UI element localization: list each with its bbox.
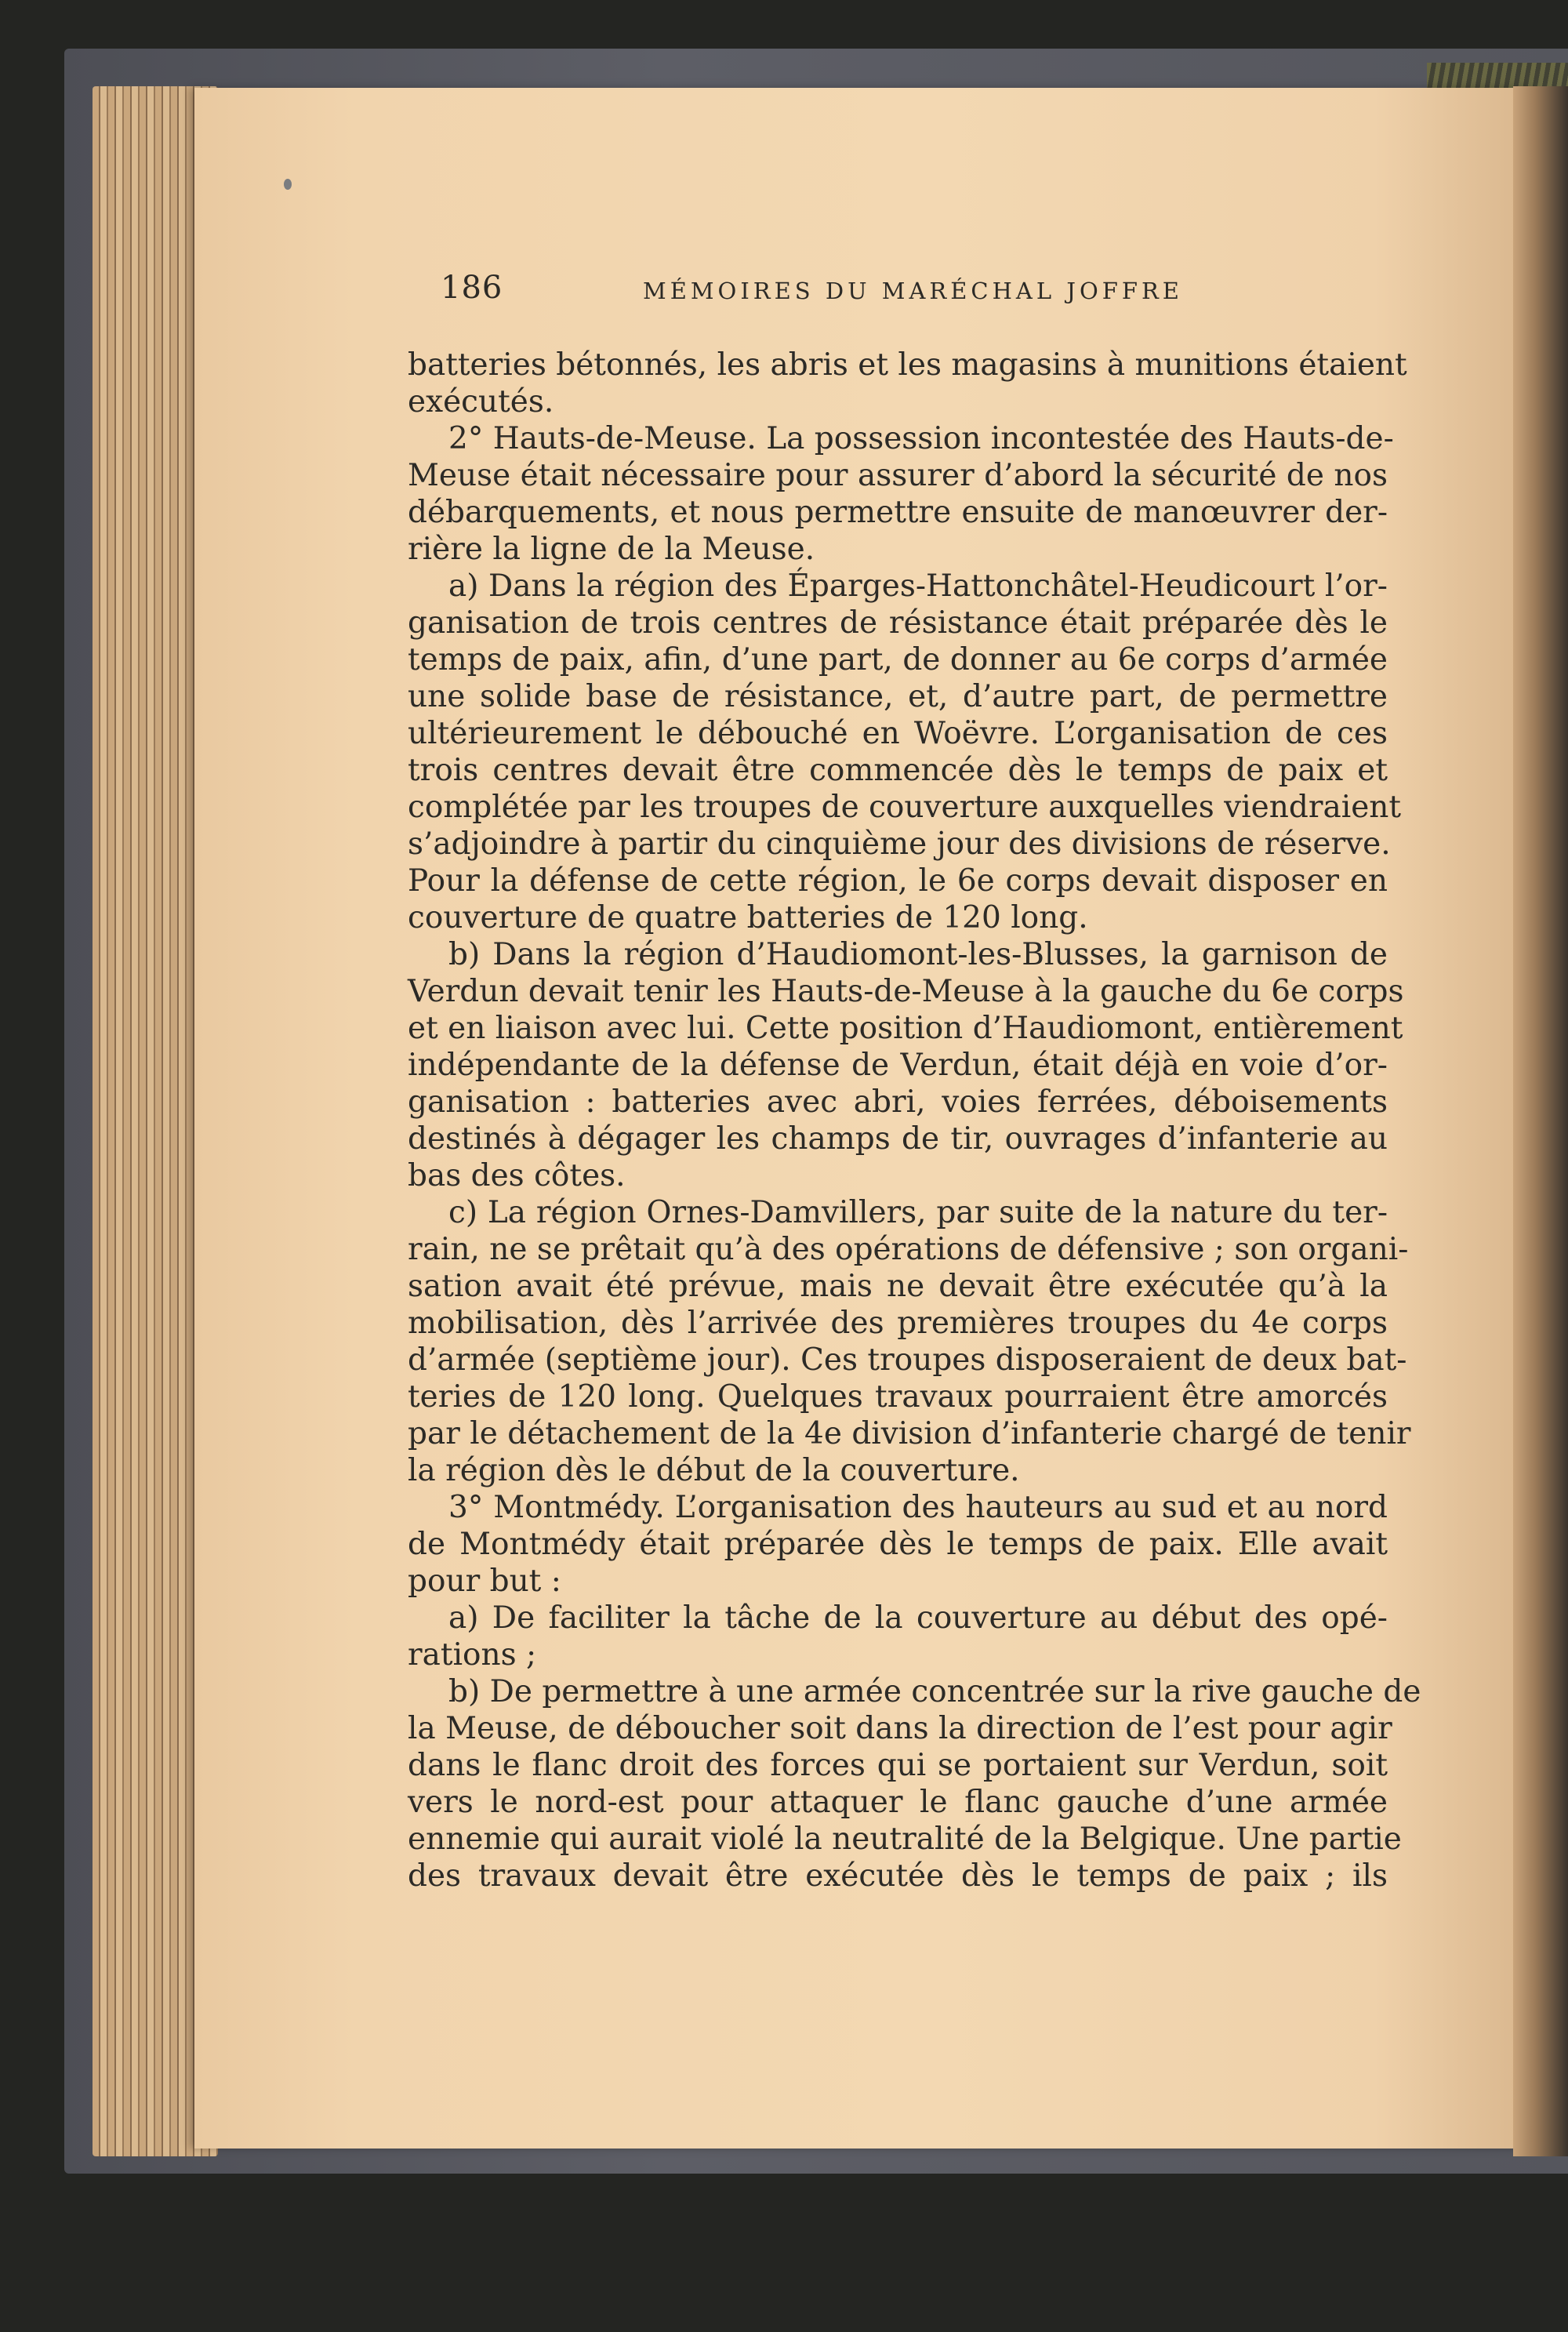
text-line: Verdun devait tenir les Hauts-de-Meuse à la gauche du 6e corps (408, 974, 1404, 1009)
text-line: ganisation : batteries avec abri, voies ferrées, déboisements (408, 1084, 1388, 1120)
text-line: teries de 120 long. Quelques travaux pourraient être amorcés (408, 1379, 1388, 1415)
text-line: b) De permettre à une armée concentrée sur la rive gauche de (448, 1674, 1421, 1709)
text-line: rain, ne se prêtait qu’à des opérations de défensive ; son organi- (408, 1232, 1409, 1267)
text-line: a) De faciliter la tâche de la couverture au début des opé- (448, 1600, 1388, 1636)
text-line: s’adjoindre à partir du cinquième jour des divisions de réserve. (408, 826, 1391, 862)
text-line: la région dès le début de la couverture. (408, 1453, 1020, 1488)
text-line: couverture de quatre batteries de 120 long. (408, 900, 1088, 935)
text-line: dans le flanc droit des forces qui se portaient sur Verdun, soit (408, 1748, 1388, 1783)
text-line: de Montmédy était préparée dès le temps de paix. Elle avait (408, 1527, 1388, 1562)
text-line: 2° Hauts-de-Meuse. La possession incontestée des Hauts-de- (448, 421, 1394, 456)
text-line: pour but : (408, 1564, 561, 1599)
text-line: temps de paix, afin, d’une part, de donner au 6e corps d’armée (408, 642, 1388, 677)
text-line: exécutés. (408, 384, 554, 420)
text-line: des travaux devait être exécutée dès le temps de paix ; ils (408, 1858, 1388, 1894)
text-line: d’armée (septième jour). Ces troupes disposeraient de deux bat- (408, 1342, 1407, 1378)
text-line: débarquements, et nous permettre ensuite de manœuvrer der- (408, 495, 1388, 530)
text-line: c) La région Ornes-Damvillers, par suite de la nature du ter- (448, 1195, 1388, 1230)
ink-spot (284, 179, 292, 190)
text-line: complétée par les troupes de couverture auxquelles viendraient (408, 790, 1402, 825)
text-line: mobilisation, dès l’arrivée des premières troupes du 4e corps (408, 1306, 1388, 1341)
text-line: par le détachement de la 4e division d’infanterie chargé de tenir (408, 1416, 1411, 1451)
text-line: a) Dans la région des Éparges-Hattonchâtel-Heudicourt l’or- (448, 568, 1388, 604)
text-line: vers le nord-est pour attaquer le flanc gauche d’une armée (408, 1785, 1388, 1820)
text-line: une solide base de résistance, et, d’autre part, de permettre (408, 679, 1388, 714)
text-line: batteries bétonnés, les abris et les magasins à munitions étaient (408, 347, 1407, 383)
page-gutter (1513, 86, 1568, 2156)
running-title: MÉMOIRES DU MARÉCHAL JOFFRE (643, 278, 1183, 304)
text-line: ultérieurement le débouché en Woëvre. L’organisation de ces (408, 716, 1388, 751)
text-line: rière la ligne de la Meuse. (408, 532, 815, 567)
text-line: bas des côtes. (408, 1158, 626, 1193)
text-line: sation avait été prévue, mais ne devait être exécutée qu’à la (408, 1269, 1388, 1304)
text-line: et en liaison avec lui. Cette position d’Haudiomont, entièrement (408, 1011, 1403, 1046)
text-line: Pour la défense de cette région, le 6e corps devait disposer en (408, 863, 1388, 899)
page-text (408, 270, 1421, 1894)
text-line: 3° Montmédy. L’organisation des hauteurs au sud et au nord (448, 1490, 1388, 1525)
text-line: trois centres devait être commencée dès le temps de paix et (408, 753, 1388, 788)
text-line: la Meuse, de déboucher soit dans la direction de l’est pour agir (408, 1711, 1392, 1746)
text-line: b) Dans la région d’Haudiomont-les-Blusses, la garnison de (448, 937, 1388, 972)
text-line: ganisation de trois centres de résistance était préparée dès le (408, 605, 1388, 641)
text-line: destinés à dégager les champs de tir, ouvrages d’infanterie au (408, 1121, 1388, 1157)
page-number: 186 (441, 270, 503, 306)
text-line: indépendante de la défense de Verdun, était déjà en voie d’or- (408, 1048, 1388, 1083)
text-line: ennemie qui aurait violé la neutralité de la Belgique. Une partie (408, 1822, 1402, 1857)
text-line: Meuse était nécessaire pour assurer d’abord la sécurité de nos (408, 458, 1388, 493)
running-head (408, 270, 1388, 317)
text-line: rations ; (408, 1637, 537, 1673)
